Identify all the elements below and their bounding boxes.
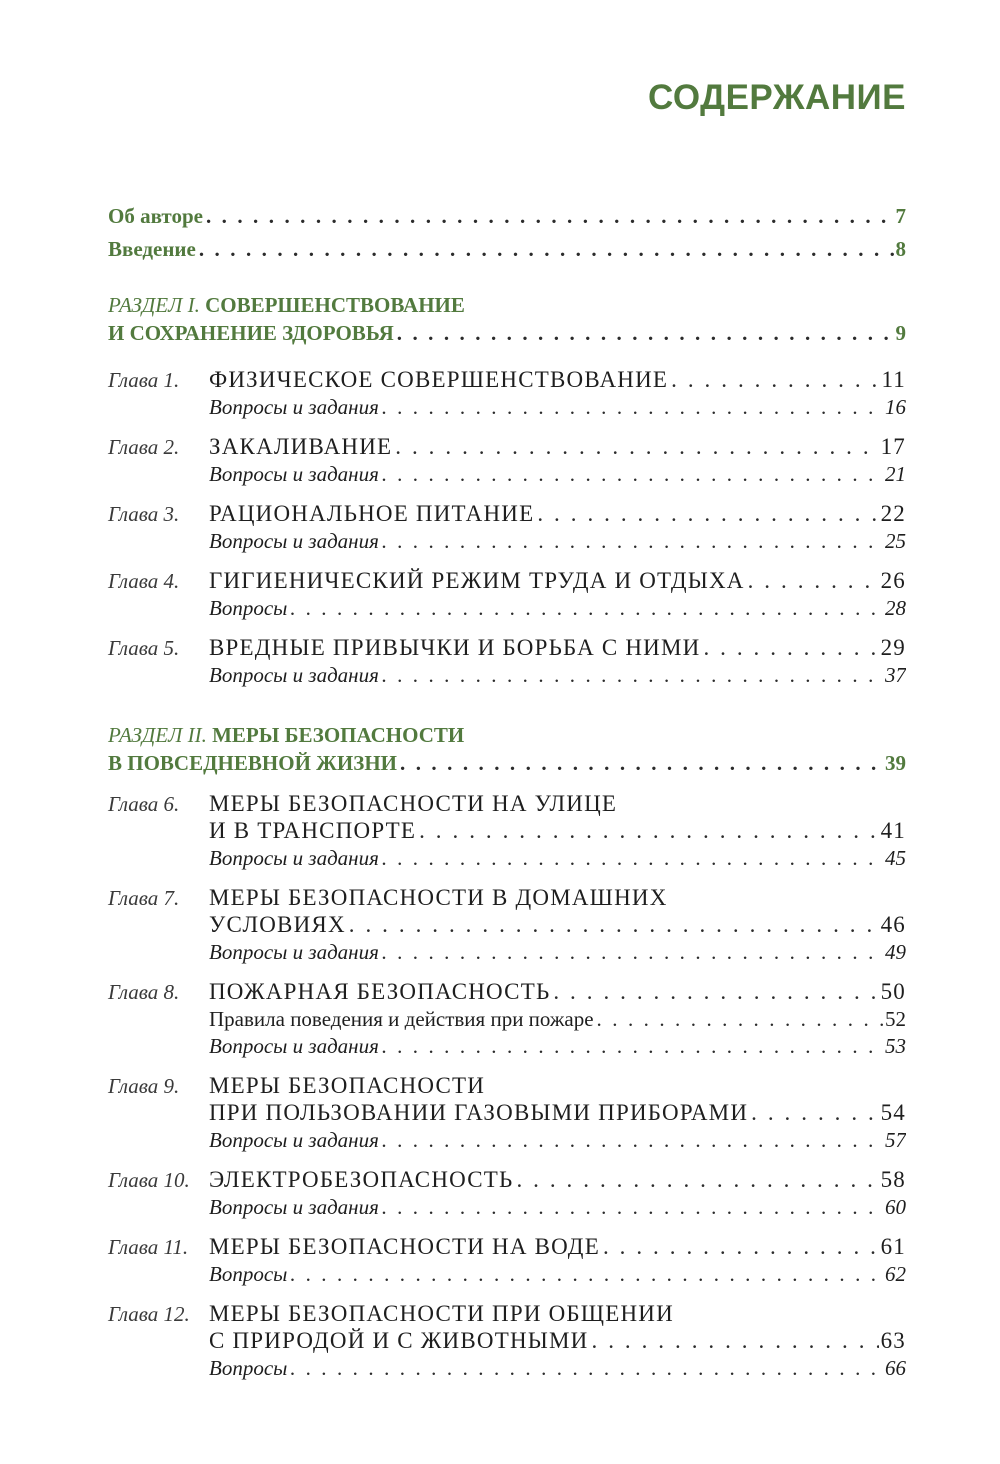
sub-title: Вопросы и задания <box>209 1128 379 1152</box>
chapter-sub-entry[interactable] <box>0 459 1000 491</box>
section-title-line1: СОВЕРШЕНСТВОВАНИЕ <box>205 293 465 317</box>
page-number: 11 <box>881 367 906 392</box>
page-number: 22 <box>880 501 906 526</box>
chapter-sub-entry[interactable] <box>0 1031 1000 1063</box>
chapter-title: ВРЕДНЫЕ ПРИВЫЧКИ И БОРЬБА С НИМИ <box>209 635 701 660</box>
section-heading-line2[interactable] <box>0 748 1000 780</box>
chapter-label: Глава 12. <box>108 1302 190 1326</box>
sub-title: Вопросы и задания <box>209 1034 379 1058</box>
chapter-sub-entry[interactable] <box>0 1353 1000 1385</box>
chapter-sub-entry[interactable] <box>0 937 1000 969</box>
page-number: 25 <box>885 529 906 553</box>
chapter-title: ГИГИЕНИЧЕСКИЙ РЕЖИМ ТРУДА И ОТДЫХА <box>209 568 745 593</box>
page-number: 66 <box>885 1356 906 1380</box>
chapter-title-line2: ПРИ ПОЛЬЗОВАНИИ ГАЗОВЫМИ ПРИБОРАМИ <box>209 1100 749 1125</box>
section-heading-line2[interactable] <box>0 318 1000 350</box>
page-number: 57 <box>885 1128 906 1152</box>
section-label: РАЗДЕЛ I. <box>108 293 200 317</box>
chapter-title: МЕРЫ БЕЗОПАСНОСТИ НА УЛИЦЕ <box>209 791 618 816</box>
chapter-label: Глава 7. <box>108 886 180 910</box>
page-number: 28 <box>885 596 906 620</box>
chapter-title-line2: УСЛОВИЯХ <box>209 912 346 937</box>
chapter-label: Глава 4. <box>108 569 180 593</box>
chapter-title: ЗАКАЛИВАНИЕ <box>209 434 393 459</box>
chapter-label: Глава 2. <box>108 435 180 459</box>
sub-title: Вопросы и задания <box>209 1195 379 1219</box>
page-number: 50 <box>880 979 906 1004</box>
section-label: РАЗДЕЛ II. <box>108 723 207 747</box>
chapter-sub-entry[interactable] <box>0 660 1000 692</box>
page-number: 45 <box>885 846 906 870</box>
sub-title: Вопросы <box>209 1262 288 1286</box>
chapter-title: РАЦИОНАЛЬНОЕ ПИТАНИЕ <box>209 501 535 526</box>
page-number: 41 <box>880 818 906 843</box>
page-title: СОДЕРЖАНИЕ <box>647 78 906 117</box>
chapter-title: МЕРЫ БЕЗОПАСНОСТИ ПРИ ОБЩЕНИИ <box>209 1301 674 1326</box>
sub-title: Вопросы и задания <box>209 529 379 553</box>
chapter-label: Глава 6. <box>108 792 180 816</box>
chapter-sub-entry[interactable] <box>0 1259 1000 1291</box>
page-number: 26 <box>880 568 906 593</box>
page-number: 37 <box>885 663 906 687</box>
page-number: 54 <box>880 1100 906 1125</box>
chapter-label: Глава 9. <box>108 1074 180 1098</box>
page-number: 60 <box>885 1195 906 1219</box>
chapter-title: МЕРЫ БЕЗОПАСНОСТИ В ДОМАШНИХ <box>209 885 668 910</box>
section-title-line1: МЕРЫ БЕЗОПАСНОСТИ <box>212 723 465 747</box>
chapter-sub-entry[interactable] <box>0 526 1000 558</box>
sub-title: Вопросы и задания <box>209 940 379 964</box>
sub-title: Правила поведения и действия при пожаре <box>209 1007 594 1031</box>
chapter-sub-entry[interactable] <box>0 593 1000 625</box>
chapter-title: МЕРЫ БЕЗОПАСНОСТИ <box>209 1073 486 1098</box>
page-number: 62 <box>885 1262 906 1286</box>
sub-title: Вопросы и задания <box>209 846 379 870</box>
page-number: 61 <box>880 1234 906 1259</box>
entry-title: Об авторе <box>108 204 203 228</box>
sub-title: Вопросы и задания <box>209 663 379 687</box>
toc-entry-introduction[interactable] <box>0 234 1000 266</box>
page-number: 21 <box>885 462 906 486</box>
chapter-label: Глава 1. <box>108 368 180 392</box>
page-number: 63 <box>880 1328 906 1353</box>
chapter-title-line2: С ПРИРОДОЙ И С ЖИВОТНЫМИ <box>209 1328 589 1353</box>
entry-title: Введение <box>108 237 196 261</box>
chapter-sub-entry[interactable] <box>0 1125 1000 1157</box>
chapter-sub-entry[interactable] <box>0 392 1000 424</box>
chapter-label: Глава 11. <box>108 1235 189 1259</box>
toc-entry-about-author[interactable] <box>0 201 1000 233</box>
sub-title: Вопросы <box>209 1356 288 1380</box>
chapter-title: МЕРЫ БЕЗОПАСНОСТИ НА ВОДЕ <box>209 1234 600 1259</box>
page-number: 49 <box>885 940 906 964</box>
page-number: 17 <box>880 434 906 459</box>
chapter-sub-entry[interactable] <box>0 1192 1000 1224</box>
page-number: 9 <box>895 321 906 345</box>
chapter-label: Глава 8. <box>108 980 180 1004</box>
chapter-title: ПОЖАРНАЯ БЕЗОПАСНОСТЬ <box>209 979 551 1004</box>
section-title-line2: В ПОВСЕДНЕВНОЙ ЖИЗНИ <box>108 751 398 775</box>
page-number: 52 <box>885 1007 906 1031</box>
chapter-title: ЭЛЕКТРОБЕЗОПАСНОСТЬ <box>209 1167 514 1192</box>
sub-title: Вопросы <box>209 596 288 620</box>
chapter-label: Глава 3. <box>108 502 180 526</box>
sub-title: Вопросы и задания <box>209 462 379 486</box>
page-number: 58 <box>880 1167 906 1192</box>
chapter-label: Глава 10. <box>108 1168 190 1192</box>
sub-title: Вопросы и задания <box>209 395 379 419</box>
page-number: 53 <box>885 1034 906 1058</box>
chapter-title-line2: И В ТРАНСПОРТЕ <box>209 818 417 843</box>
page-number: 39 <box>885 751 906 775</box>
chapter-sub-entry[interactable] <box>0 843 1000 875</box>
page-number: 7 <box>895 204 906 228</box>
chapter-label: Глава 5. <box>108 636 180 660</box>
page-number: 8 <box>895 237 906 261</box>
page-number: 16 <box>885 395 906 419</box>
page-number: 29 <box>880 635 906 660</box>
chapter-title: ФИЗИЧЕСКОЕ СОВЕРШЕНСТВОВАНИЕ <box>209 367 669 392</box>
section-title-line2: И СОХРАНЕНИЕ ЗДОРОВЬЯ <box>108 321 394 345</box>
page-number: 46 <box>880 912 906 937</box>
